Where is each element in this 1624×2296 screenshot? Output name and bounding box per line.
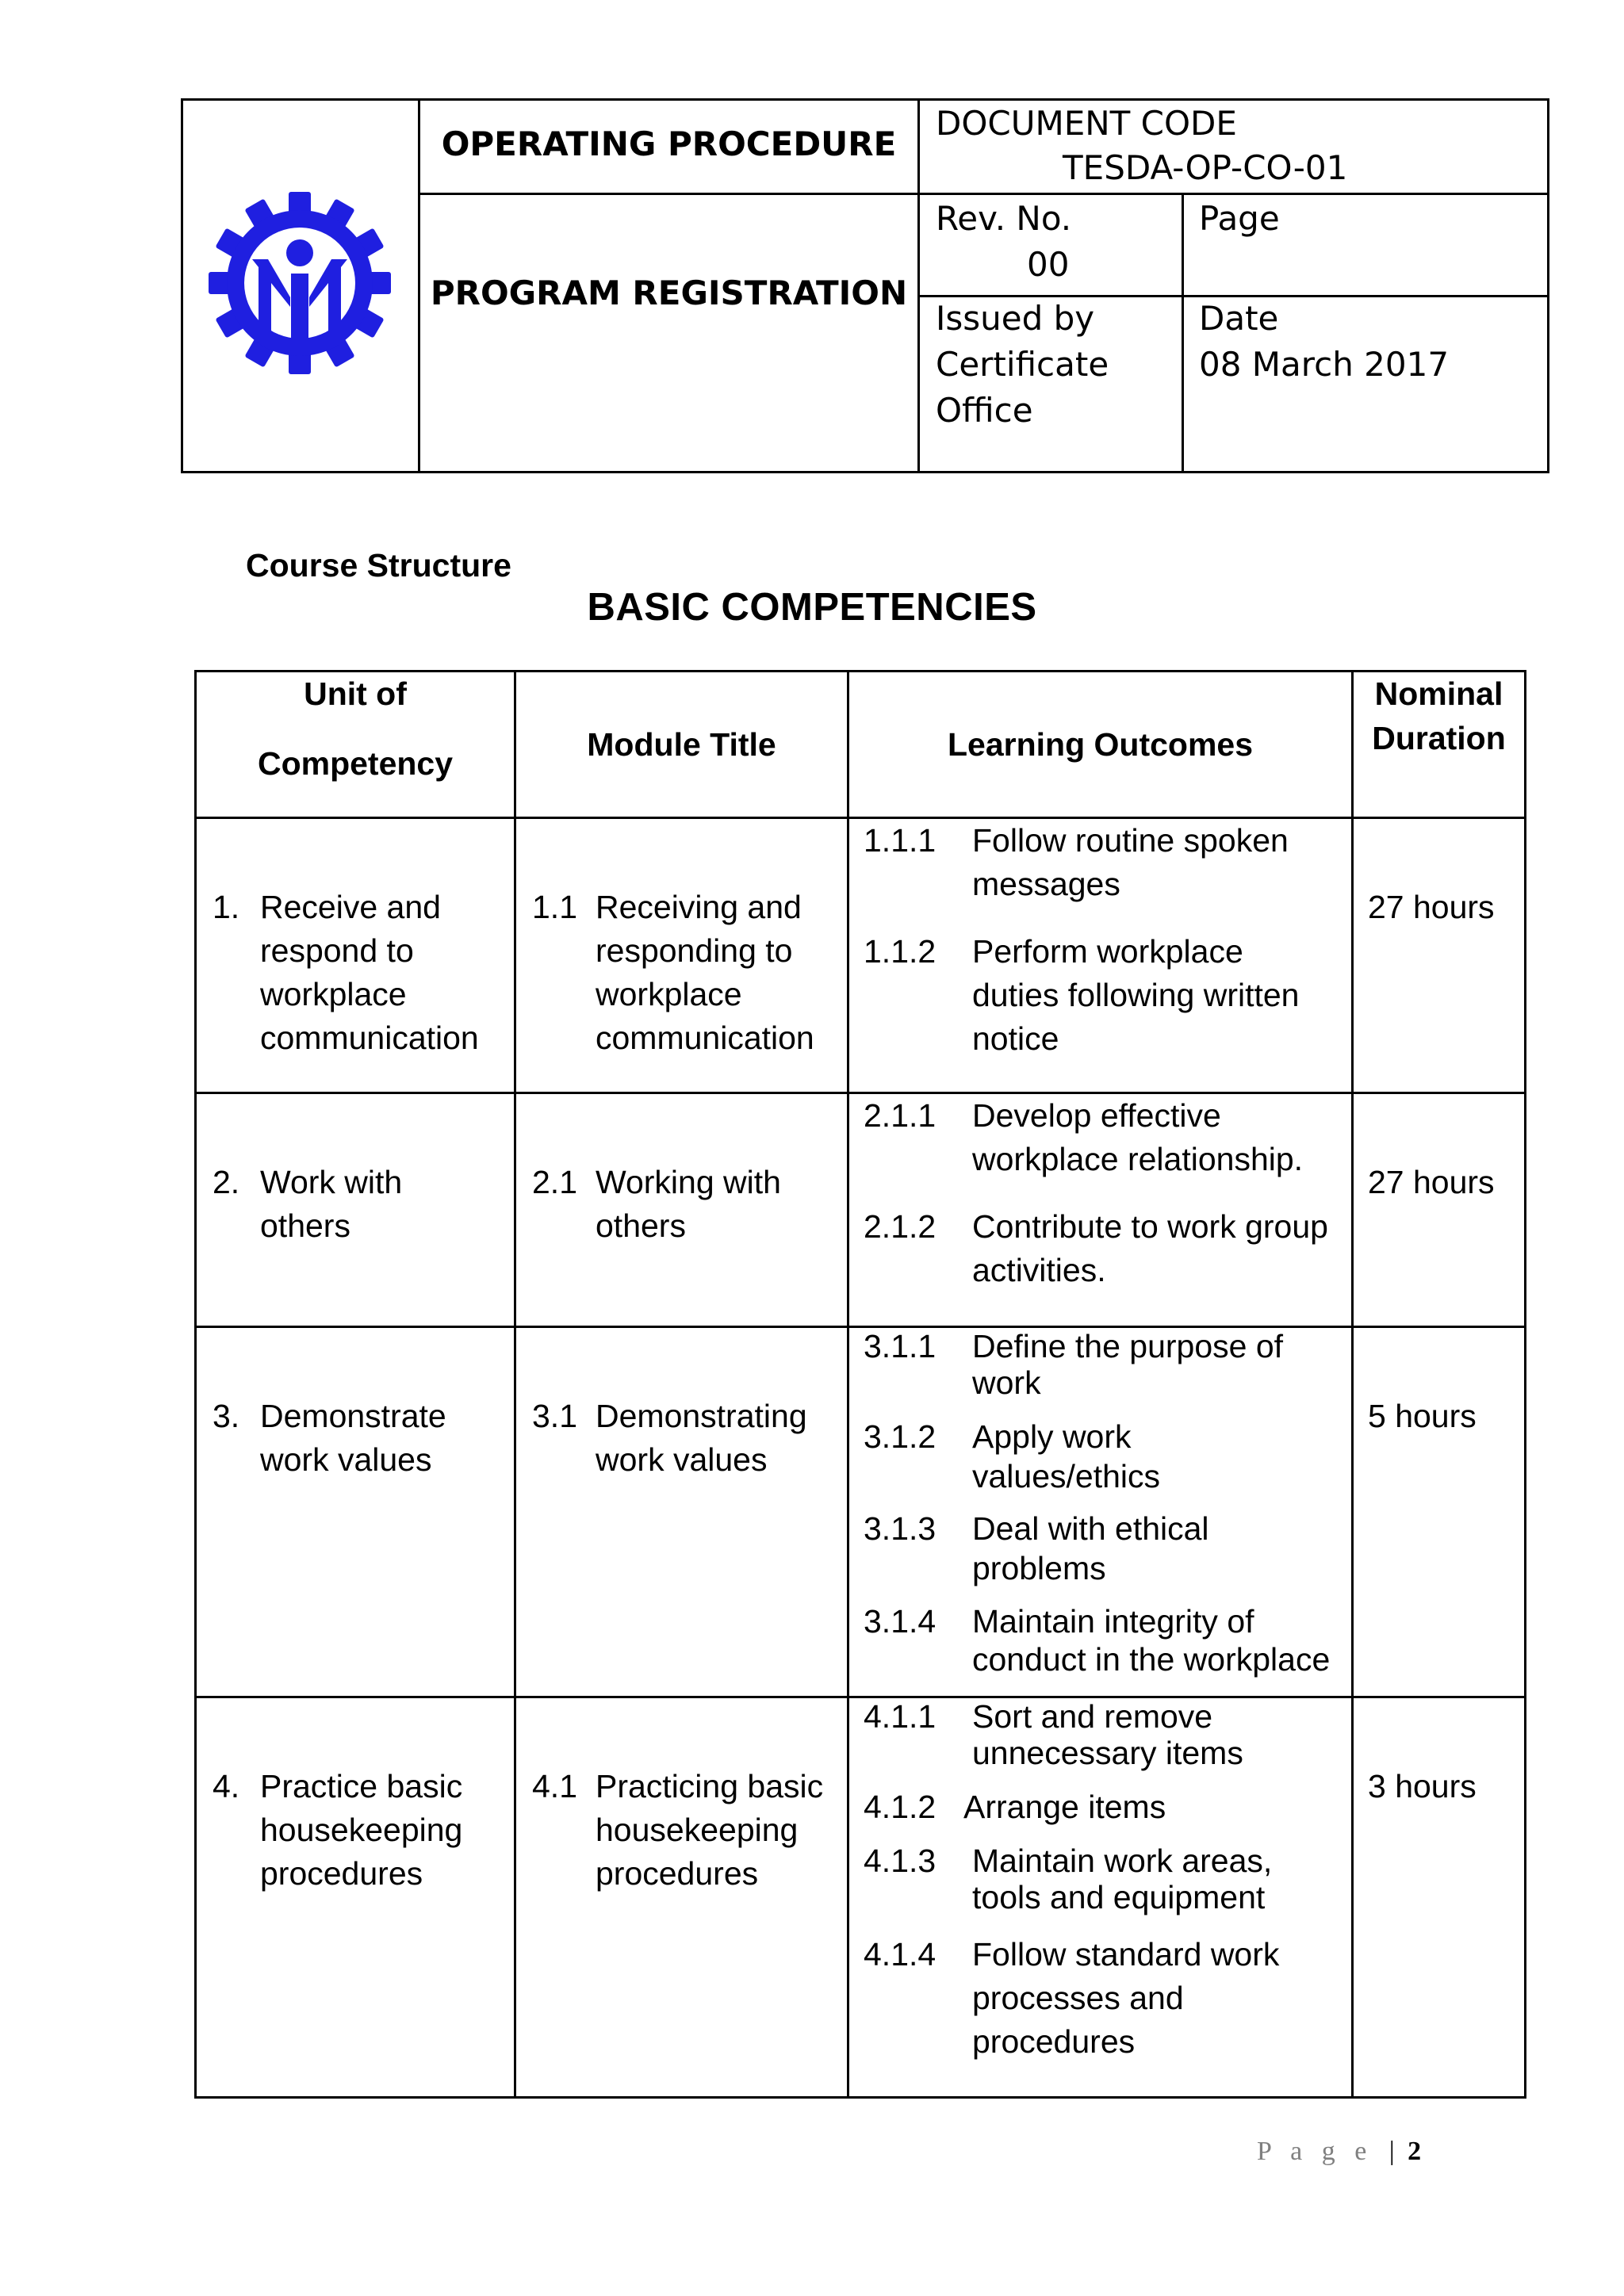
outcome-number: 2.1.1: [864, 1097, 936, 1134]
outcome-text: Perform workplace: [972, 933, 1243, 970]
duration-value: 27 hours: [1368, 1164, 1495, 1200]
outcome-text: problems: [972, 1550, 1106, 1586]
header-divider: [1182, 193, 1184, 473]
unit-number: 1.: [213, 889, 240, 925]
header-border-right: [1547, 98, 1549, 473]
unit-text: respond to: [260, 932, 414, 969]
unit-number: 2.: [213, 1164, 240, 1200]
rev-label: Rev. No.: [936, 199, 1072, 238]
header-module: Module Title: [515, 672, 848, 818]
unit-number: 4.: [213, 1768, 240, 1804]
outcome-number: 3.1.3: [864, 1510, 936, 1547]
outcome-number: 1.1.2: [864, 933, 936, 970]
table-row: [196, 1327, 1526, 1697]
module-cell: [515, 818, 848, 1093]
footer-separator: |: [1388, 2137, 1395, 2166]
outcome-number: 3.1.4: [864, 1603, 936, 1640]
module-number: 4.1: [532, 1768, 577, 1804]
module-cell: [515, 1327, 848, 1697]
table-header-row: [196, 672, 1526, 818]
unit-text: procedures: [260, 1855, 423, 1892]
doc-code-label: DOCUMENT CODE: [936, 104, 1237, 143]
unit-cell: [196, 818, 515, 1093]
outcome-text: Maintain integrity of: [972, 1603, 1254, 1640]
header-duration-line: Nominal: [1374, 675, 1503, 712]
duration-cell: [1353, 818, 1526, 1093]
page-number: 2: [1408, 2137, 1422, 2166]
outcomes-cell: [848, 1327, 1353, 1697]
table-row: [196, 1697, 1526, 2098]
unit-text: Practice basic: [260, 1768, 463, 1804]
doc-code-value: TESDA-OP-CO-01: [1063, 148, 1348, 187]
unit-text: Demonstrate: [260, 1398, 446, 1434]
date-label: Date: [1199, 299, 1279, 338]
duration-cell: [1353, 1697, 1526, 2098]
module-number: 3.1: [532, 1398, 577, 1434]
unit-text: work values: [260, 1441, 432, 1478]
table-row: [196, 1093, 1526, 1327]
outcome-text: messages: [972, 866, 1120, 902]
outcome-text: workplace relationship.: [972, 1141, 1304, 1177]
rev-value: 00: [1027, 245, 1070, 284]
outcomes-cell: [848, 1697, 1353, 2098]
module-text: responding to: [596, 932, 793, 969]
header-border-left: [181, 98, 183, 473]
header-unit: [196, 672, 515, 818]
module-text: Practicing basic: [596, 1768, 824, 1804]
unit-cell: [196, 1093, 515, 1327]
header-outcomes: Learning Outcomes: [848, 672, 1353, 818]
outcome-number: 4.1.2: [864, 1789, 936, 1825]
outcome-text: activities.: [972, 1252, 1106, 1288]
unit-text: Receive and: [260, 889, 441, 925]
module-text: procedures: [596, 1855, 759, 1892]
table-row: [196, 818, 1526, 1093]
outcomes-cell: [848, 1093, 1353, 1327]
header-divider: [917, 98, 920, 473]
outcome-number: 4.1.4: [864, 1936, 936, 1973]
issued-by-value: Certificate: [936, 345, 1109, 384]
unit-text: Work with: [260, 1164, 403, 1200]
outcome-text: Follow routine spoken: [972, 822, 1289, 859]
outcome-text: Follow standard work: [972, 1936, 1280, 1973]
module-text: housekeeping: [596, 1812, 799, 1848]
outcome-text: Apply work: [972, 1418, 1132, 1455]
module-number: 1.1: [532, 889, 577, 925]
duration-value: 3 hours: [1368, 1768, 1477, 1804]
module-cell: [515, 1697, 848, 2098]
outcome-text: Contribute to work group: [972, 1208, 1328, 1245]
outcome-text: procedures: [972, 2023, 1136, 2060]
outcome-text: unnecessary items: [972, 1735, 1243, 1771]
module-text: others: [596, 1207, 686, 1244]
issued-by-value: Office: [936, 391, 1033, 430]
unit-text: communication: [260, 1020, 479, 1056]
module-number: 2.1: [532, 1164, 577, 1200]
outcome-number: 3.1.1: [864, 1328, 936, 1364]
outcome-text: Develop effective: [972, 1097, 1221, 1134]
procedure-label: OPERATING PROCEDURE: [441, 124, 897, 163]
unit-cell: [196, 1697, 515, 2098]
unit-text: workplace: [260, 976, 407, 1012]
outcome-text: Define the purpose of: [972, 1328, 1284, 1364]
outcome-text: tools and equipment: [972, 1879, 1266, 1915]
module-text: Demonstrating: [596, 1398, 807, 1434]
header-duration: [1353, 672, 1526, 818]
outcome-text: values/ethics: [972, 1458, 1161, 1494]
module-text: workplace: [596, 976, 742, 1012]
header-unit-line: Unit of: [304, 675, 407, 712]
outcome-text: Sort and remove: [972, 1698, 1213, 1735]
issued-by-label: Issued by: [936, 299, 1095, 338]
outcome-text: work: [972, 1364, 1041, 1401]
outcome-number: 4.1.1: [864, 1698, 936, 1735]
duration-cell: [1353, 1327, 1526, 1697]
duration-cell: [1353, 1093, 1526, 1327]
module-text: work values: [596, 1441, 768, 1478]
section-title: BASIC COMPETENCIES: [587, 586, 1037, 629]
outcome-text: notice: [972, 1020, 1059, 1057]
outcome-number: 2.1.2: [864, 1208, 936, 1245]
duration-value: 5 hours: [1368, 1398, 1477, 1434]
module-cell: [515, 1093, 848, 1327]
outcome-text: Maintain work areas,: [972, 1843, 1273, 1879]
gear-person-logo: [209, 190, 391, 377]
unit-text: others: [260, 1207, 350, 1244]
outcome-text: conduct in the workplace: [972, 1641, 1331, 1678]
module-text: Receiving and: [596, 889, 802, 925]
outcome-number: 4.1.3: [864, 1843, 936, 1879]
page-footer: [1257, 2137, 1421, 2167]
outcome-text: duties following written: [972, 977, 1300, 1013]
module-text: communication: [596, 1020, 814, 1056]
unit-number: 3.: [213, 1398, 240, 1434]
duration-value: 27 hours: [1368, 889, 1495, 925]
unit-text: housekeeping: [260, 1812, 463, 1848]
outcome-text: processes and: [972, 1980, 1184, 2016]
outcome-text: Arrange items: [963, 1789, 1166, 1825]
page-label: Page: [1199, 199, 1280, 238]
outcomes-cell: [848, 818, 1353, 1093]
unit-cell: [196, 1327, 515, 1697]
module-text: Working with: [596, 1164, 781, 1200]
outcome-number: 3.1.2: [864, 1418, 936, 1455]
course-structure-label: Course Structure: [246, 547, 511, 584]
header-border-top: [181, 98, 1549, 101]
header-unit-line: Competency: [257, 745, 454, 782]
program-label: PROGRAM REGISTRATION: [430, 274, 908, 312]
outcome-text: Deal with ethical: [972, 1510, 1209, 1547]
header-border-bottom: [181, 471, 1549, 473]
page-word: P a g e: [1257, 2137, 1373, 2166]
header-duration-line: Duration: [1372, 720, 1506, 756]
date-value: 08 March 2017: [1199, 345, 1450, 384]
outcome-number: 1.1.1: [864, 822, 936, 859]
competency-table: [194, 670, 1526, 2099]
